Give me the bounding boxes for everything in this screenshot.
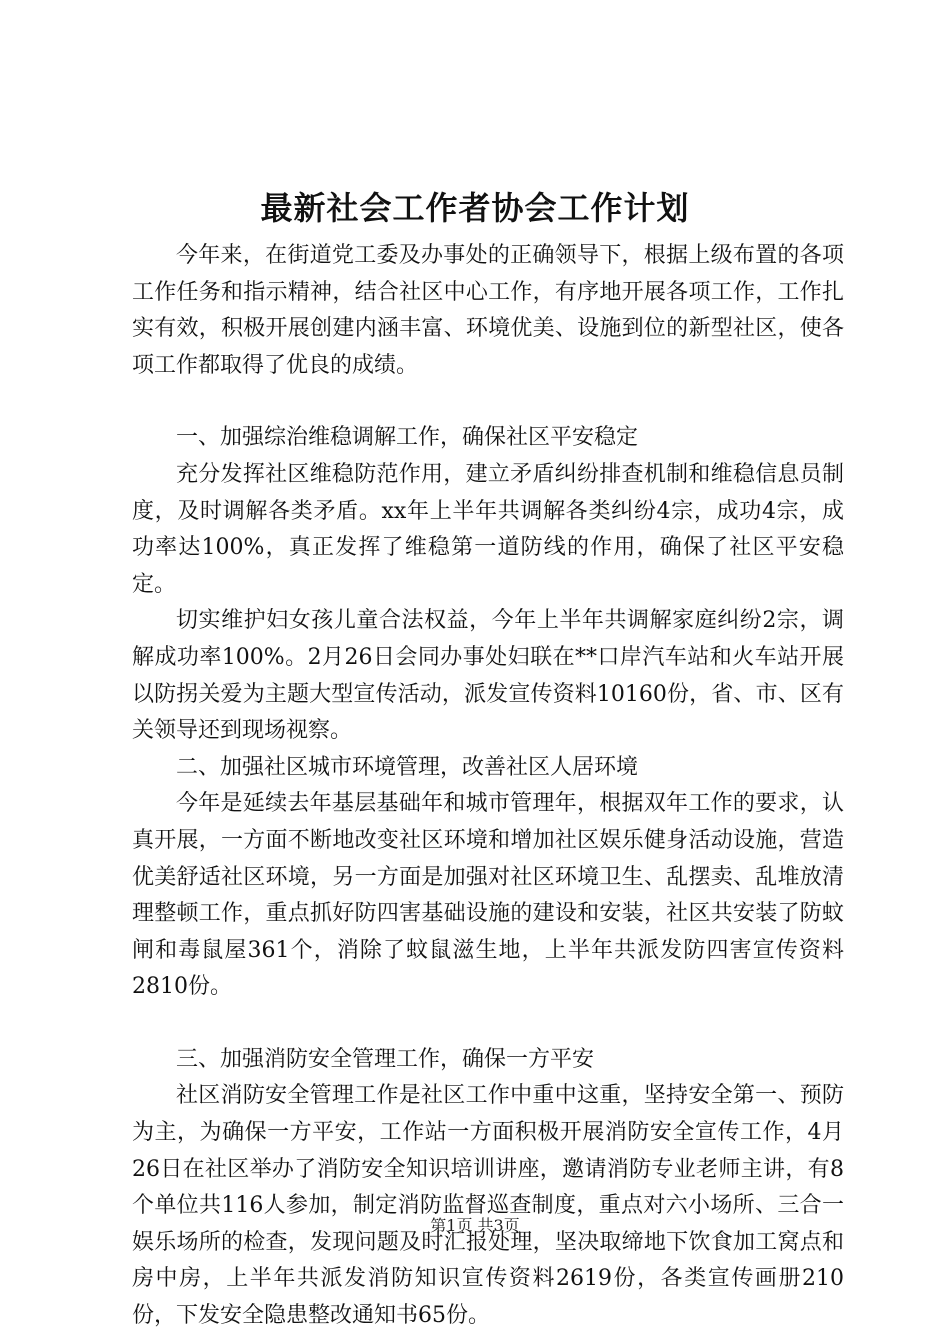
page-number: 第1页 共3页 bbox=[430, 1216, 520, 1235]
section-heading-1: 一、加强综治维稳调解工作，确保社区平安稳定 bbox=[176, 425, 639, 451]
document-title: 最新社会工作者协会工作计划 bbox=[260, 189, 690, 227]
body-paragraph: 社区消防安全管理工作是社区工作中重中这重，坚持安全第一、预防为主，为确保一方平安，工作站一方面积极开展消防安全宣传工作，4月26日在社区举办了消防安全知识培训讲座，邀请消防专业老师主讲，有8个单位共116人参加，制定消防监督巡查制度，重点对六小场所、三合一娱乐场所的检查，发现问题及时汇报处理，坚决取缔地下饮食加工窝点和房中房，上半年共派发消防知识宣传资料2619份，各类宣传画册210份，下发安全隐患整改通知书65份。 bbox=[132, 1083, 844, 1329]
intro-paragraph: 今年来，在街道党工委及办事处的正确领导下，根据上级布置的各项工作任务和指示精神，结合社区中心工作，有序地开展各项工作，工作扎实有效，积极开展创建内涵丰富、环境优美、设施到位的新型社区，使各项工作都取得了优良的成绩。 bbox=[132, 243, 844, 378]
body-paragraph: 今年是延续去年基层基础年和城市管理年，根据双年工作的要求，认真开展，一方面不断地改变社区环境和增加社区娱乐健身活动设施，营造优美舒适社区环境，另一方面是加强对社区环境卫生、乱摆卖、乱堆放清理整顿工作，重点抓好防四害基础设施的建设和安装，社区共安装了防蚊闸和毒鼠屋361个，消除了蚊鼠滋生地，上半年共派发防四害宣传资料2810份。 bbox=[132, 791, 844, 1000]
section-heading-3: 三、加强消防安全管理工作，确保一方平安 bbox=[176, 1046, 595, 1072]
document-body bbox=[132, 238, 844, 1335]
body-paragraph: 切实维护妇女孩儿童合法权益，今年上半年共调解家庭纠纷2宗，调解成功率100%。2月26日会同办事处妇联在**口岸汽车站和火车站开展以防拐关爱为主题大型宣传活动，派发宣传资料10160份，省、市、区有关领导还到现场视察。 bbox=[132, 608, 844, 744]
section-heading-2: 二、加强社区城市环境管理，改善社区人居环境 bbox=[176, 754, 639, 780]
body-paragraph: 充分发挥社区维稳防范作用，建立矛盾纠纷排查机制和维稳信息员制度，及时调解各类矛盾。xx年上半年共调解各类纠纷4宗，成功4宗，成功率达100%，真正发挥了维稳第一道防线的作用，确保了社区平安稳定。 bbox=[132, 461, 844, 597]
